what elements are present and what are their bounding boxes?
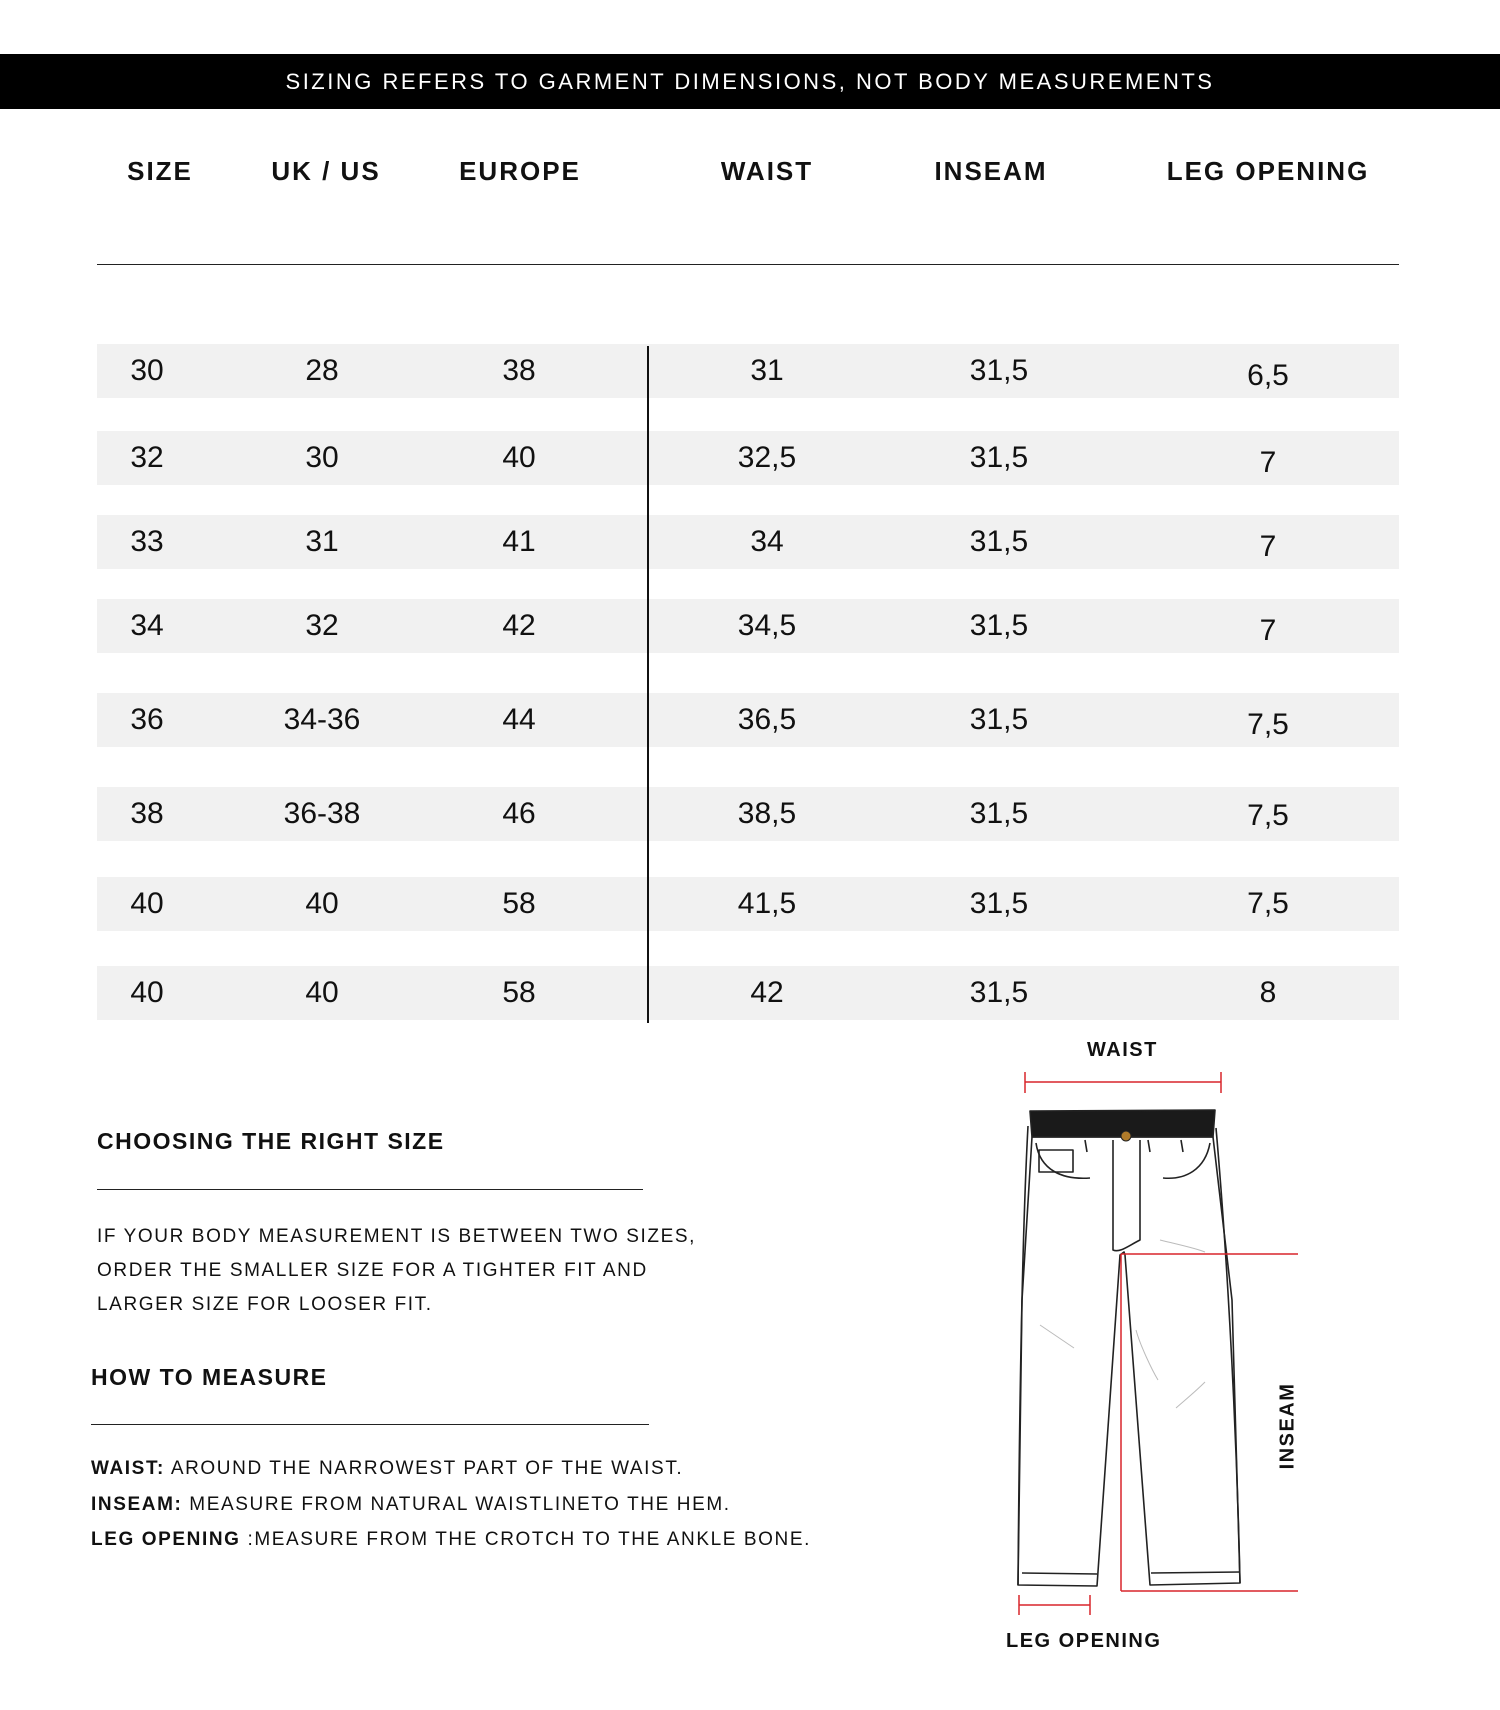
cell-waist: 31 <box>750 354 784 387</box>
measure-lines <box>1019 1072 1298 1615</box>
cell-europe: 58 <box>502 976 536 1009</box>
cell-leg-opening: 7,5 <box>1247 707 1289 741</box>
cell-size: 40 <box>130 887 164 920</box>
cell-waist: 34 <box>750 525 784 558</box>
cell-size: 30 <box>130 354 164 387</box>
header-leg-opening: LEG OPENING <box>1166 156 1370 186</box>
choosing-line: IF YOUR BODY MEASUREMENT IS BETWEEN TWO SIZES, <box>97 1226 696 1247</box>
cell-inseam: 31,5 <box>969 441 1029 474</box>
cell-leg-opening: 6,5 <box>1247 358 1289 392</box>
choosing-line: ORDER THE SMALLER SIZE FOR A TIGHTER FIT AND <box>97 1260 648 1281</box>
cell-uk-us: 36-38 <box>283 797 361 830</box>
cell-uk-us: 30 <box>305 441 339 474</box>
cell-size: 36 <box>130 703 164 736</box>
measure-term: INSEAM: <box>91 1494 183 1515</box>
header-europe: EUROPE <box>459 156 581 186</box>
cell-size: 34 <box>130 609 164 642</box>
cell-uk-us: 32 <box>305 609 339 642</box>
cell-leg-opening: 7,5 <box>1247 887 1289 920</box>
cell-leg-opening: 7 <box>1259 613 1277 647</box>
cell-europe: 42 <box>502 609 536 642</box>
cell-waist: 42 <box>750 976 784 1009</box>
header-inseam: INSEAM <box>934 156 1048 186</box>
cell-europe: 58 <box>502 887 536 920</box>
measure-text: :MEASURE FROM THE CROTCH TO THE ANKLE BONE. <box>240 1529 812 1550</box>
measure-text: AROUND THE NARROWEST PART OF THE WAIST. <box>165 1458 684 1479</box>
cell-leg-opening: 7 <box>1259 529 1277 563</box>
cell-europe: 41 <box>502 525 536 558</box>
cell-inseam: 31,5 <box>969 354 1029 387</box>
cell-size: 32 <box>130 441 164 474</box>
cell-uk-us: 34-36 <box>283 703 361 736</box>
header-waist: WAIST <box>720 156 814 186</box>
cell-leg-opening: 8 <box>1259 976 1277 1009</box>
cell-uk-us: 31 <box>305 525 339 558</box>
cell-inseam: 31,5 <box>969 703 1029 736</box>
cell-inseam: 31,5 <box>969 976 1029 1009</box>
choosing-title: CHOOSING THE RIGHT SIZE <box>97 1128 445 1154</box>
inseam-label: INSEAM <box>1276 1382 1299 1470</box>
cell-europe: 46 <box>502 797 536 830</box>
cell-leg-opening: 7,5 <box>1247 799 1289 833</box>
sizing-banner: SIZING REFERS TO GARMENT DIMENSIONS, NOT BODY MEASUREMENTS <box>0 54 1500 109</box>
cell-uk-us: 28 <box>305 354 339 387</box>
cell-inseam: 31,5 <box>969 797 1029 830</box>
cell-leg-opening: 7 <box>1259 445 1277 479</box>
measure-term: LEG OPENING <box>91 1529 241 1550</box>
cell-size: 40 <box>130 976 164 1009</box>
cell-size: 38 <box>130 797 164 830</box>
cell-inseam: 31,5 <box>969 525 1029 558</box>
cell-europe: 44 <box>502 703 536 736</box>
cell-uk-us: 40 <box>305 887 339 920</box>
choosing-line: LARGER SIZE FOR LOOSER FIT. <box>97 1294 433 1315</box>
cell-inseam: 31,5 <box>969 609 1029 642</box>
cell-size: 33 <box>130 525 164 558</box>
measure-text: MEASURE FROM NATURAL WAISTLINETO THE HEM. <box>182 1494 731 1515</box>
waist-label: WAIST <box>1087 1039 1158 1061</box>
cell-europe: 38 <box>502 354 536 387</box>
cell-europe: 40 <box>502 441 536 474</box>
measure-term: WAIST: <box>91 1458 165 1479</box>
header-uk-us: UK / US <box>271 156 381 186</box>
how-to-measure-title: HOW TO MEASURE <box>91 1364 328 1390</box>
cell-uk-us: 40 <box>305 976 339 1009</box>
leg-opening-label: LEG OPENING <box>1006 1630 1162 1652</box>
cell-waist: 38,5 <box>737 797 797 830</box>
header-size: SIZE <box>127 156 193 186</box>
cell-waist: 32,5 <box>737 441 797 474</box>
cell-waist: 34,5 <box>737 609 797 642</box>
cell-inseam: 31,5 <box>969 887 1029 920</box>
cell-waist: 41,5 <box>737 887 797 920</box>
cell-waist: 36,5 <box>737 703 797 736</box>
